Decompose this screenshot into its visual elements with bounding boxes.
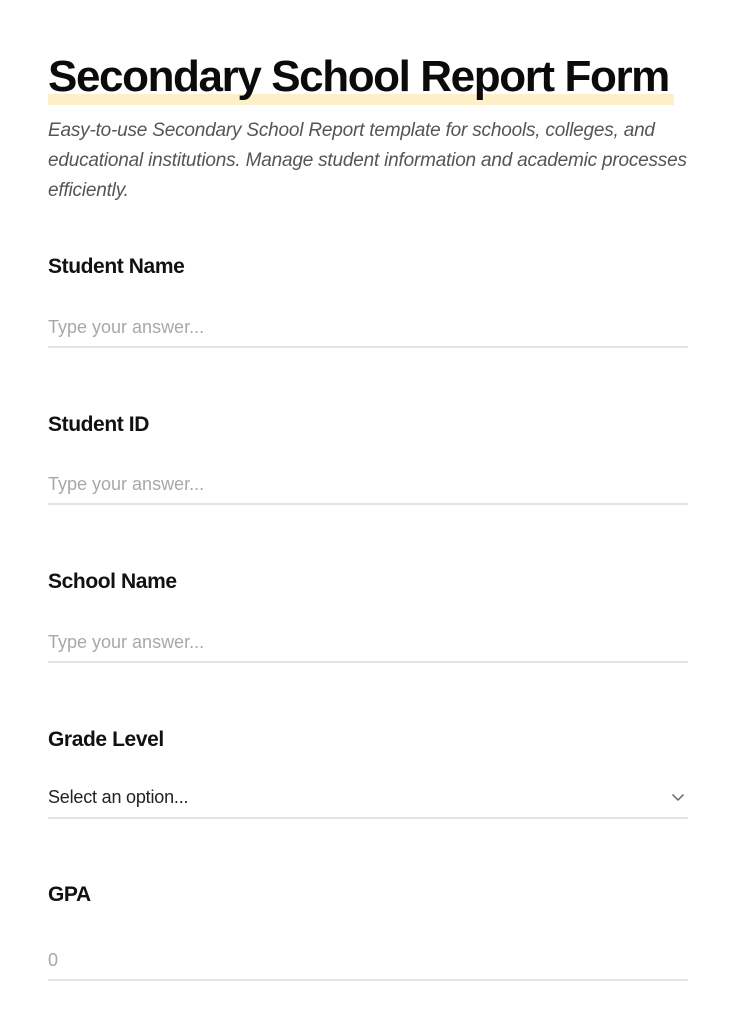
field-label: School Name	[48, 570, 177, 593]
field-gpa	[48, 882, 688, 908]
form-header	[48, 52, 669, 102]
page-title: Secondary School Report Form	[48, 52, 669, 101]
field-grade-level	[48, 727, 688, 807]
student-id-input[interactable]	[48, 465, 688, 505]
select-value: Select an option...	[48, 786, 189, 807]
field-label: Student Name	[48, 255, 185, 278]
field-student-id	[48, 412, 688, 438]
chevron-down-icon	[670, 789, 686, 805]
grade-level-select[interactable]	[48, 777, 688, 819]
field-school-name	[48, 569, 688, 595]
gpa-input[interactable]	[48, 941, 688, 981]
field-student-name	[48, 254, 688, 280]
school-name-input[interactable]	[48, 623, 688, 663]
field-label: Student ID	[48, 413, 149, 436]
field-label: GPA	[48, 883, 91, 906]
field-label: Grade Level	[48, 728, 164, 751]
student-name-input[interactable]	[48, 308, 688, 348]
form-description: Easy-to-use Secondary School Report template for schools, colleges, and educational institutions. Manage student information and academic processes efficiently.	[48, 120, 687, 201]
